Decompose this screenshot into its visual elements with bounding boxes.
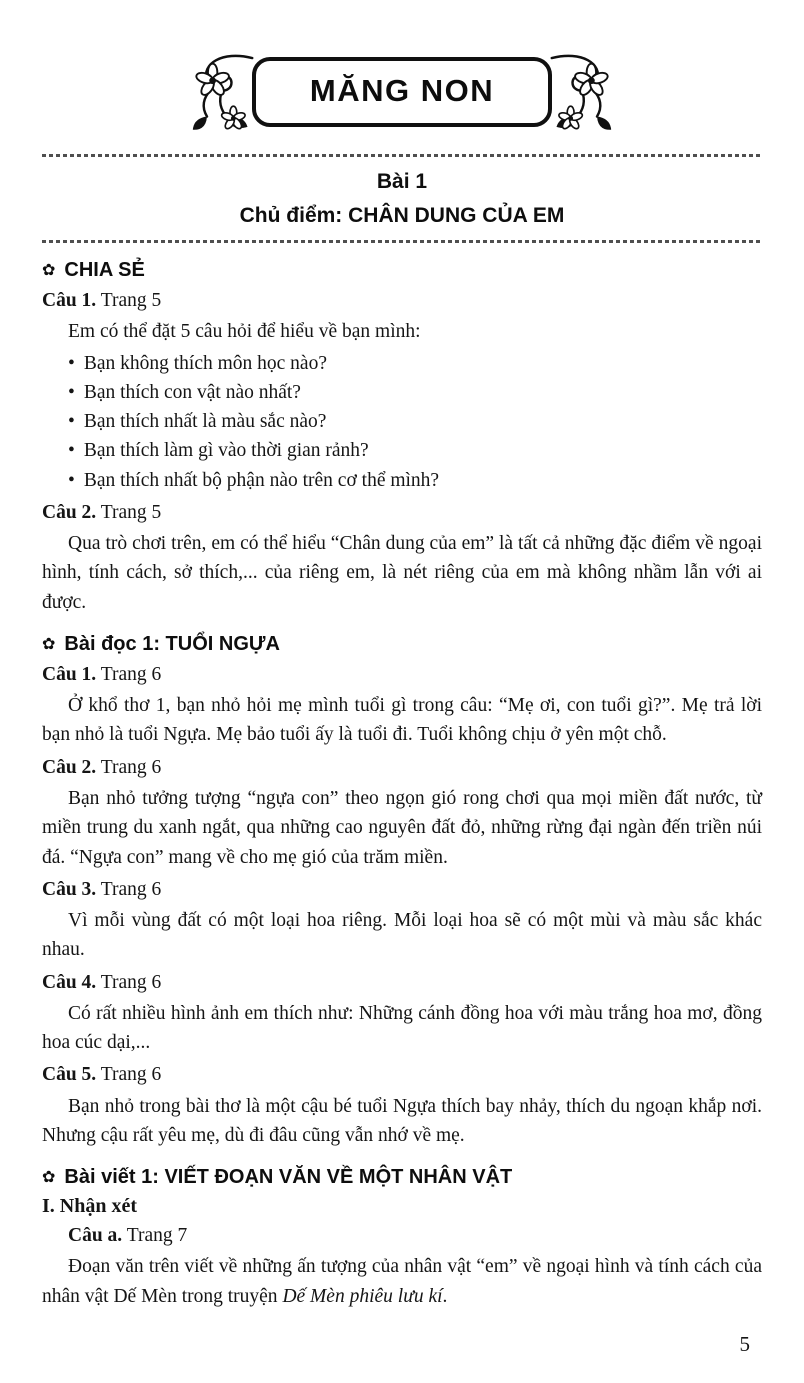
- bullet-icon: •: [68, 440, 75, 462]
- section-heading: [42, 259, 762, 282]
- flower-icon: ✿: [42, 262, 56, 280]
- question-row: [42, 754, 762, 782]
- list-item-text: Bạn thích con vật nào nhất?: [83, 381, 301, 403]
- answer-paragraph: Vì mỗi vùng đất có một loại hoa riêng. Mỗi loại hoa sẽ có một mùi và màu sắc khác nhau.: [42, 910, 762, 961]
- answer-text-end: .: [442, 1285, 448, 1307]
- question-row: [42, 1061, 762, 1089]
- floral-ornament-left-icon: [190, 48, 256, 136]
- masthead-title-box: [252, 57, 552, 127]
- answer-paragraph: Qua trò chơi trên, em có thể hiểu “Chân dung của em” là tất cả những đặc điểm về ngoại hình, tính cách, sở thích,... của riêng em, là nét riêng của em mà không nhầm lẫn với ai được.: [42, 533, 762, 613]
- question-row: [42, 876, 762, 904]
- question-page: Trang 6: [100, 878, 162, 900]
- dotted-divider-top: [42, 154, 762, 157]
- masthead-title: MĂNG NON: [309, 73, 495, 108]
- section-bai-doc-1: [42, 633, 762, 1150]
- list-item: [42, 349, 762, 378]
- question-row: [42, 287, 762, 315]
- question-page: Trang 6: [100, 1064, 162, 1086]
- question-page: Trang 6: [100, 663, 162, 685]
- question-page: Trang 5: [100, 290, 162, 312]
- answer-paragraph: [42, 1252, 762, 1311]
- answer-text: Đoạn văn trên viết về những ấn tượng của nhân vật “em” về ngoại hình và tính cách của nhân vật Dế Mèn trong truyện: [42, 1256, 762, 1307]
- lesson-number: Bài 1: [376, 170, 428, 193]
- dotted-divider-bottom: [42, 240, 762, 243]
- bullet-icon: •: [68, 381, 75, 403]
- book-title-italic: Dế Mèn phiêu lưu kí: [282, 1285, 443, 1307]
- section-heading-text: CHIA SẺ: [64, 259, 145, 282]
- question-label: Câu 2.: [42, 756, 97, 778]
- question-page: Trang 7: [126, 1225, 188, 1247]
- question-label: Câu 1.: [42, 663, 97, 685]
- answer-paragraph: Có rất nhiều hình ảnh em thích như: Những cánh đồng hoa với màu trắng hoa mơ, đồng hoa cúc dại,...: [42, 1002, 762, 1054]
- question-label: Câu 5.: [42, 1064, 97, 1086]
- list-item: [42, 407, 762, 436]
- question-page: Trang 6: [100, 971, 162, 993]
- list-item-text: Bạn thích làm gì vào thời gian rảnh?: [83, 440, 369, 462]
- section-heading-text: Bài viết 1: VIẾT ĐOẠN VĂN VỀ MỘT NHÂN VẬT: [64, 1166, 513, 1189]
- answer-paragraph: Bạn nhỏ tưởng tượng “ngựa con” theo ngọn gió rong chơi qua mọi miền đất nước, từ miền trung du xanh ngắt, qua những cao nguyên đất đỏ, những rừng đại ngàn đến triền núi đá. “Ngựa con” mang về cho mẹ gió của trăm miền.: [42, 788, 762, 868]
- answer-paragraph: Ở khổ thơ 1, bạn nhỏ hỏi mẹ mình tuổi gì trong câu: “Mẹ ơi, con tuổi gì?”. Mẹ trả lời bạn nhỏ là tuổi Ngựa. Mẹ bảo tuổi ấy là tuổi đi. Tuổi không chịu ở yên một chỗ.: [42, 695, 762, 746]
- bullet-icon: •: [68, 469, 75, 491]
- question-label: Câu 3.: [42, 878, 97, 900]
- question-row: [42, 661, 762, 689]
- bullet-icon: •: [68, 411, 75, 433]
- question-row: [42, 969, 762, 997]
- flower-icon: ✿: [42, 1169, 56, 1187]
- list-item-text: Bạn không thích môn học nào?: [83, 352, 327, 374]
- bullet-list: [42, 349, 762, 495]
- bullet-icon: •: [68, 352, 75, 374]
- question-label: Câu 4.: [42, 971, 97, 993]
- lesson-topic: Chủ điểm: CHÂN DUNG CỦA EM: [239, 203, 565, 227]
- section-heading: [42, 633, 762, 656]
- question-label: Câu 1.: [42, 290, 97, 312]
- list-item-text: Bạn thích nhất là màu sắc nào?: [83, 411, 327, 433]
- question-row: [42, 499, 762, 527]
- question-label: Câu 2.: [42, 501, 97, 523]
- list-item: [42, 436, 762, 465]
- question-row: [42, 1222, 762, 1250]
- flower-icon: ✿: [42, 635, 56, 653]
- subsection-heading: I. Nhận xét: [42, 1195, 138, 1218]
- answer-paragraph: Bạn nhỏ trong bài thơ là một cậu bé tuổi Ngựa thích bay nhảy, thích du ngoạn khắp nơi. Nhưng cậu rất yêu mẹ, dù đi đâu cũng vẫn nhớ về mẹ.: [42, 1095, 762, 1146]
- answer-paragraph: Em có thể đặt 5 câu hỏi để hiểu về bạn mình:: [68, 321, 421, 343]
- lesson-header: [42, 165, 762, 232]
- page-number: 5: [739, 1331, 750, 1356]
- list-item: [42, 378, 762, 407]
- section-bai-viet-1: [42, 1166, 762, 1311]
- question-page: Trang 6: [100, 756, 162, 778]
- section-heading-text: Bài đọc 1: TUỔI NGỰA: [64, 632, 280, 655]
- list-item-text: Bạn thích nhất bộ phận nào trên cơ thể mình?: [83, 469, 440, 491]
- list-item: [42, 466, 762, 495]
- section-heading: [42, 1166, 762, 1189]
- section-chia-se: [42, 259, 762, 617]
- question-label: Câu a.: [68, 1225, 123, 1247]
- question-page: Trang 5: [100, 501, 162, 523]
- masthead: [42, 48, 762, 136]
- floral-ornament-right-icon: [548, 48, 614, 136]
